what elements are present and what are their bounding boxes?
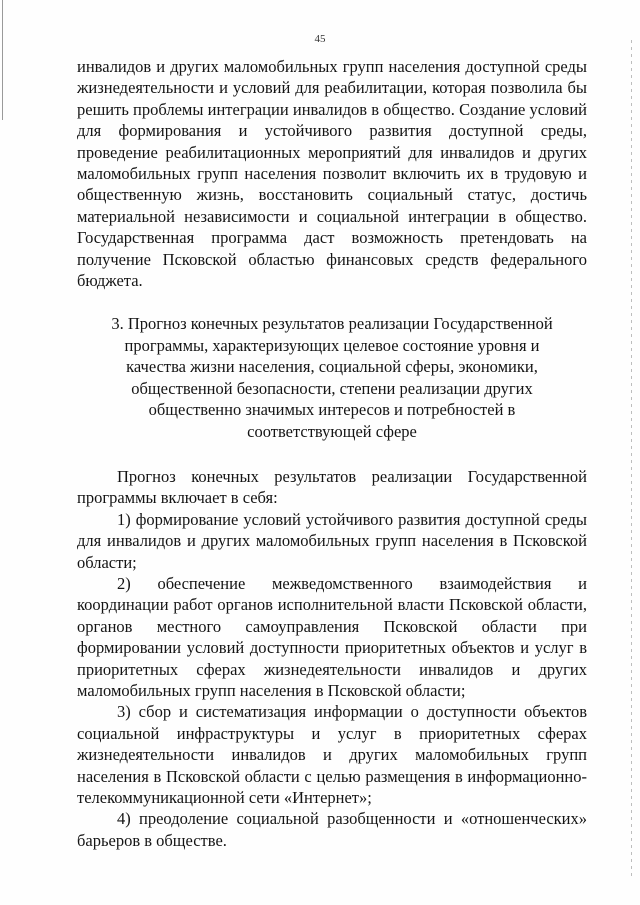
section-heading: 3. Прогноз конечных результатов реализации Государственной программы, характеризующих целевое состояние уровня и качества жизни населения, социальной сферы, экономики, общественной безопасности, степени реализации других общественно значимых интересов и потребностей в соответствующей сфере [111, 314, 553, 441]
list-item-2: 2) обеспечение межведомственного взаимодействия и координации работ органов исполнительной власти Псковской области, органов местного самоуправления Псковской области при формировании условий доступности приоритетных объектов и услуг в приоритетных сферах жизнедеятельности инвалидов и других маломобильных групп населения в Псковской области; [77, 573, 587, 700]
intro-paragraph: инвалидов и других маломобильных групп населения доступной среды жизнедеятельности и условий для реабилитации, которая позволила бы решить проблемы интеграции инвалидов в общество. Создание условий для формирования и устойчивого развития доступной среды, проведение реабилитационных мероприятий для инвалидов и других маломобильных групп населения позволит включить их в трудовую и общественную жизнь, восстановить социальный статус, достичь материальной независимости и социальной интеграции в общество. Государственная программа даст возможность претендовать на получение Псковской областью финансовых средств федерального бюджета. [77, 57, 587, 291]
page-number: 45 [314, 33, 326, 45]
list-item-4: 4) преодоление социальной разобщенности и «отношенческих» барьеров в обществе. [77, 809, 587, 850]
document-body [77, 56, 587, 851]
list-item-3: 3) сбор и систематизация информации о доступности объектов социальной инфраструктуры и услуг в приоритетных сферах жизнедеятельности инвалидов и других маломобильных групп населения в Псковской области с целью размещения в информационно-телекоммуникационной сети «Интернет»; [77, 702, 587, 807]
list-item-1: 1) формирование условий устойчивого развития доступной среды для инвалидов и других маломобильных групп населения в Псковской области; [77, 509, 587, 572]
scan-margin-line [2, 0, 3, 120]
lead-paragraph: Прогноз конечных результатов реализации Государственной программы включает в себя: [77, 466, 587, 508]
scan-edge-line [631, 40, 632, 880]
